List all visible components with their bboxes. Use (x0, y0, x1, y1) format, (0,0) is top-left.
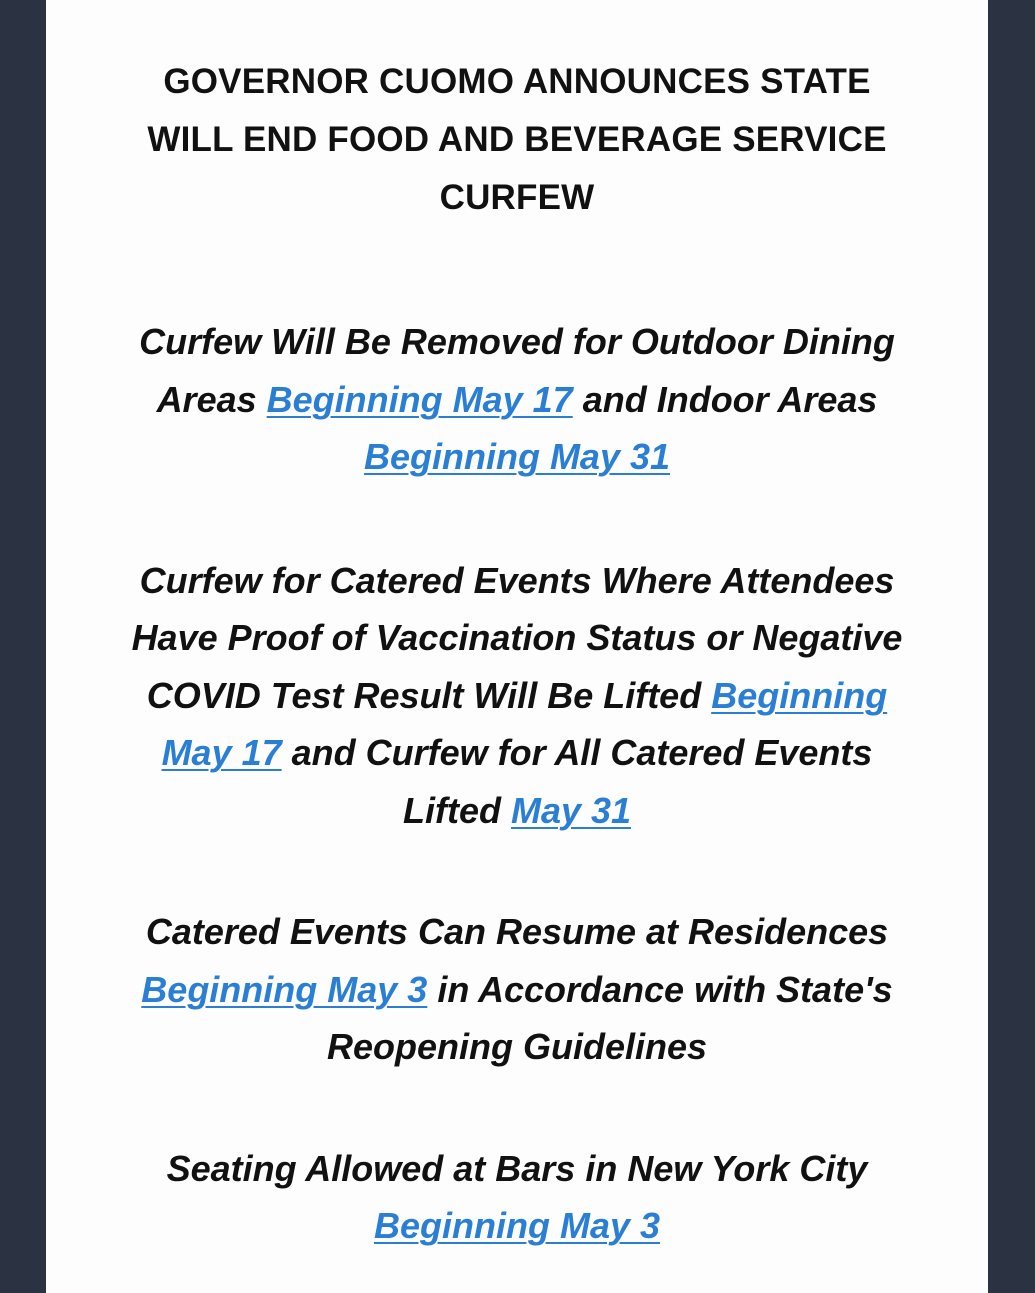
paragraph-line: Curfew Will Be Removed for Outdoor Dining (139, 321, 895, 362)
paragraph-line: Catered Events Can Resume at Residences (145, 911, 889, 952)
paragraph-line: Curfew for Catered Events Where Attendees (139, 559, 895, 601)
announcement-page (46, 0, 988, 1293)
paragraph-outdoor-dining (96, 313, 938, 486)
paragraph-bar-seating (96, 1140, 938, 1255)
link-may-31[interactable]: May 31 (510, 789, 632, 831)
paragraph-line (96, 428, 938, 486)
paragraph-line: COVID Test Result Will Be Lifted Beginning (146, 674, 888, 716)
paragraph-line: Lifted May 31 (402, 789, 632, 831)
paragraph-line: May 17 and Curfew for All Catered Events (161, 732, 873, 773)
paragraph-catered-events (96, 552, 938, 840)
link-beginning-may-17-part2[interactable]: May 17 (161, 732, 282, 773)
headline-line: CURFEW (439, 178, 595, 217)
paragraph-line: Reopening Guidelines (326, 1026, 708, 1067)
paragraph-line: Beginning May 3 in Accordance with State's (141, 968, 893, 1010)
paragraph-line: Have Proof of Vaccination Status or Negative (131, 617, 903, 658)
paragraph-line (96, 1197, 938, 1255)
paragraph-line: Areas Beginning May 17 and Indoor Areas (156, 378, 878, 420)
paragraph-residences (96, 903, 938, 1076)
headline-line: WILL END FOOD AND BEVERAGE SERVICE (147, 120, 887, 159)
headline (96, 0, 938, 227)
headline-line: GOVERNOR CUOMO ANNOUNCES STATE (163, 62, 871, 101)
link-beginning-may-31[interactable]: Beginning May 31 (363, 436, 671, 477)
link-beginning-may-3-bars[interactable]: Beginning May 3 (373, 1205, 661, 1246)
link-beginning-may-17[interactable]: Beginning May 17 (266, 378, 573, 420)
link-beginning-may-3[interactable]: Beginning May 3 (141, 968, 428, 1010)
paragraph-line: Seating Allowed at Bars in New York City (166, 1147, 868, 1189)
link-beginning-may-17-part1[interactable]: Beginning (711, 674, 888, 716)
